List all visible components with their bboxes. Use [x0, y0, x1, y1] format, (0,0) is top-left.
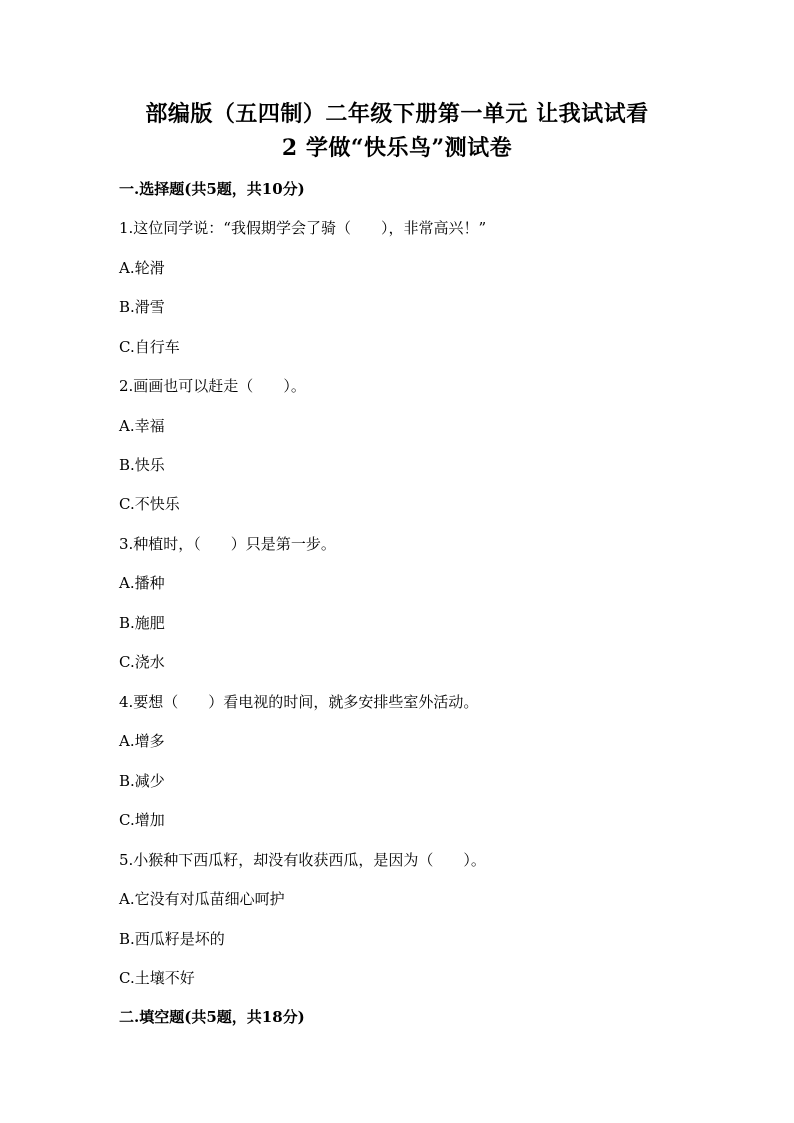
option-text: B.施肥: [119, 614, 165, 632]
option-text: C.自行车: [119, 338, 180, 356]
option-text: B.快乐: [119, 456, 165, 474]
option-text: B.西瓜籽是坏的: [119, 930, 225, 948]
option-text: A.幸福: [119, 417, 165, 435]
option-text: B.滑雪: [119, 298, 165, 316]
option-text: A.播种: [119, 574, 165, 592]
option-text: A.它没有对瓜苗细心呵护: [119, 890, 285, 908]
document-title-line1: 部编版（五四制）二年级下册第一单元 让我试试看: [145, 101, 649, 127]
option-text: C.增加: [119, 811, 165, 829]
question-stem: 5.小猴种下西瓜籽，却没有收获西瓜，是因为（ ）。: [119, 851, 486, 869]
question-stem: 3.种植时，（ ）只是第一步。: [119, 535, 336, 553]
question-stem: 2.画画也可以赶走（ ）。: [119, 377, 306, 395]
section-heading-fill-blank: 二.填空题(共5题，共18分): [119, 1008, 305, 1026]
option-text: C.土壤不好: [119, 969, 195, 987]
option-text: A.增多: [119, 732, 165, 750]
option-text: C.不快乐: [119, 495, 180, 513]
option-text: B.减少: [119, 772, 165, 790]
section-heading-choice: 一.选择题(共5题，共10分): [119, 180, 305, 198]
option-text: C.浇水: [119, 653, 165, 671]
option-text: A.轮滑: [119, 259, 165, 277]
question-stem: 4.要想（ ）看电视的时间，就多安排些室外活动。: [119, 693, 479, 711]
document-title-line2: 2 学做“快乐鸟”测试卷: [281, 135, 513, 161]
question-stem: 1.这位同学说：“我假期学会了骑（ ），非常高兴！”: [119, 219, 487, 237]
